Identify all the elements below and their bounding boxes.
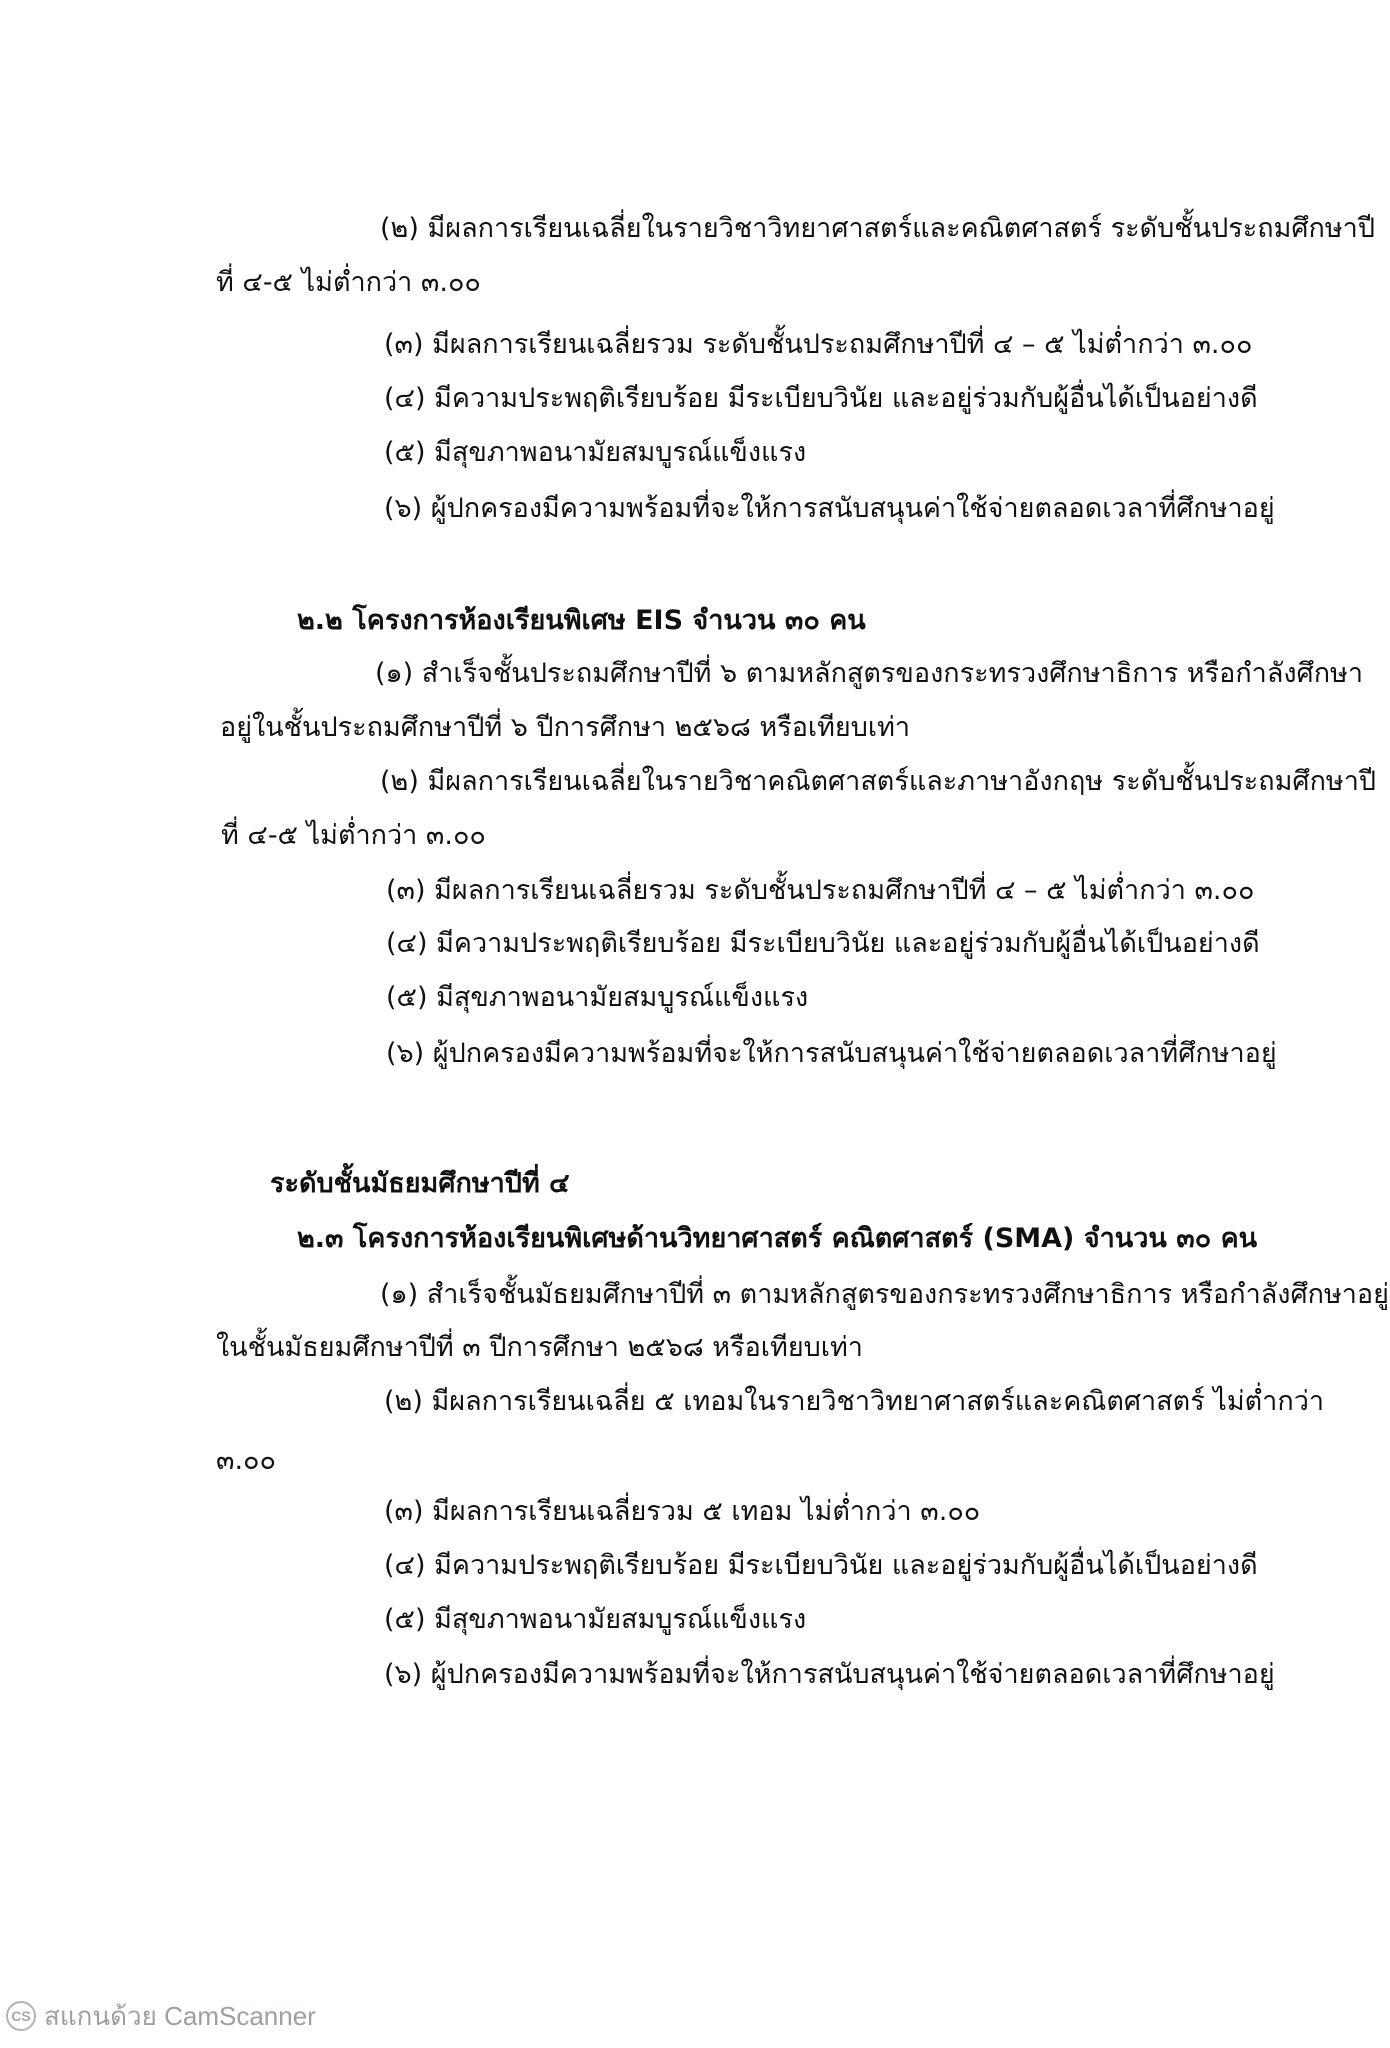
level-heading-m4: ระดับชั้นมัธยมศึกษาปีที่ ๔ [270,1168,570,1199]
criterion-2-continuation: ที่ ๔-๕ ไม่ต่ำกว่า ๓.๐๐ [216,267,481,298]
camscanner-watermark [6,1996,316,2036]
eis-criterion-1-continuation: อยู่ในชั้นประถมศึกษาปีที่ ๖ ปีการศึกษา ๒๕๖๘ หรือเทียบเท่า [220,712,911,743]
sma-criterion-6-guardian-support: (๖) ผู้ปกครองมีความพร้อมที่จะให้การสนับสนุนค่าใช้จ่ายตลอดเวลาที่ศึกษาอยู่ [384,1659,1275,1690]
section-2-3-heading: ๒.๓ โครงการห้องเรียนพิเศษด้านวิทยาศาสตร์ คณิตศาสตร์ (SMA) จำนวน ๓๐ คน [297,1223,1258,1254]
eis-criterion-2-math-english-grade: (๒) มีผลการเรียนเฉลี่ยในรายวิชาคณิตศาสตร์และภาษาอังกฤษ ระดับชั้นประถมศึกษาปี [380,766,1377,797]
sma-criterion-2-continuation: ๓.๐๐ [216,1445,276,1476]
camscanner-text: สแกนด้วย CamScanner [44,2000,316,2031]
sma-criterion-2-science-math-grade: (๒) มีผลการเรียนเฉลี่ย ๕ เทอมในรายวิชาวิทยาศาสตร์และคณิตศาสตร์ ไม่ต่ำกว่า [384,1386,1325,1417]
eis-criterion-5-health: (๕) มีสุขภาพอนามัยสมบูรณ์แข็งแรง [386,982,809,1013]
criterion-2-science-math-grade: (๒) มีผลการเรียนเฉลี่ยในรายวิชาวิทยาศาสตร์และคณิตศาสตร์ ระดับชั้นประถมศึกษาปี [380,213,1375,244]
sma-criterion-1-graduated: (๑) สำเร็จชั้นมัธยมศึกษาปีที่ ๓ ตามหลักสูตรของกระทรวงศึกษาธิการ หรือกำลังศึกษาอยู่ [380,1279,1389,1310]
criterion-3-overall-grade: (๓) มีผลการเรียนเฉลี่ยรวม ระดับชั้นประถมศึกษาปีที่ ๔ – ๕ ไม่ต่ำกว่า ๓.๐๐ [384,329,1253,360]
criterion-4-behavior: (๔) มีความประพฤติเรียบร้อย มีระเบียบวินัย และอยู่ร่วมกับผู้อื่นได้เป็นอย่างดี [384,383,1258,414]
eis-criterion-1-graduated: (๑) สำเร็จชั้นประถมศึกษาปีที่ ๖ ตามหลักสูตรของกระทรวงศึกษาธิการ หรือกำลังศึกษา [375,658,1364,689]
sma-criterion-4-behavior: (๔) มีความประพฤติเรียบร้อย มีระเบียบวินัย และอยู่ร่วมกับผู้อื่นได้เป็นอย่างดี [384,1550,1258,1581]
sma-criterion-3-overall-grade: (๓) มีผลการเรียนเฉลี่ยรวม ๕ เทอม ไม่ต่ำกว่า ๓.๐๐ [384,1496,981,1527]
criterion-6-guardian-support: (๖) ผู้ปกครองมีความพร้อมที่จะให้การสนับสนุนค่าใช้จ่ายตลอดเวลาที่ศึกษาอยู่ [384,493,1275,524]
eis-criterion-2-continuation: ที่ ๔-๕ ไม่ต่ำกว่า ๓.๐๐ [221,820,486,851]
criterion-5-health: (๕) มีสุขภาพอนามัยสมบูรณ์แข็งแรง [384,437,807,468]
eis-criterion-4-behavior: (๔) มีความประพฤติเรียบร้อย มีระเบียบวินัย และอยู่ร่วมกับผู้อื่นได้เป็นอย่างดี [386,928,1260,959]
camscanner-logo-icon: CS [6,2001,36,2031]
eis-criterion-6-guardian-support: (๖) ผู้ปกครองมีความพร้อมที่จะให้การสนับสนุนค่าใช้จ่ายตลอดเวลาที่ศึกษาอยู่ [386,1038,1277,1069]
sma-criterion-1-continuation: ในชั้นมัธยมศึกษาปีที่ ๓ ปีการศึกษา ๒๕๖๘ หรือเทียบเท่า [216,1332,863,1363]
section-2-2-heading: ๒.๒ โครงการห้องเรียนพิเศษ EIS จำนวน ๓๐ คน [297,605,866,636]
sma-criterion-5-health: (๕) มีสุขภาพอนามัยสมบูรณ์แข็งแรง [384,1604,807,1635]
eis-criterion-3-overall-grade: (๓) มีผลการเรียนเฉลี่ยรวม ระดับชั้นประถมศึกษาปีที่ ๔ – ๕ ไม่ต่ำกว่า ๓.๐๐ [386,875,1255,906]
